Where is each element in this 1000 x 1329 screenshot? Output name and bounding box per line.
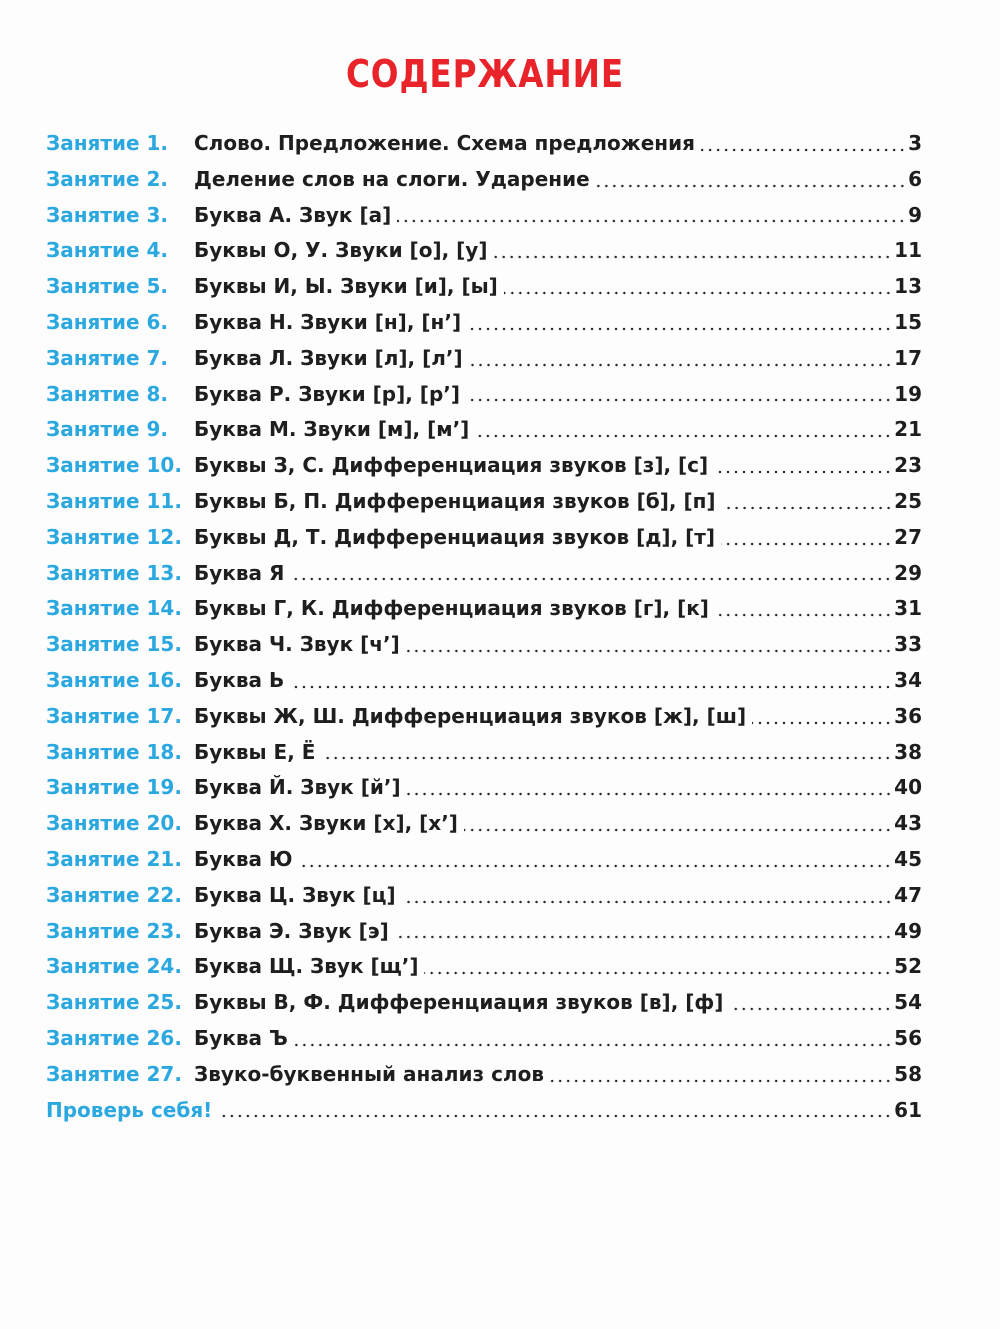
toc-entry-self-check[interactable] xyxy=(46,1093,922,1129)
toc-entry-line xyxy=(194,985,922,1021)
page-number: 23 xyxy=(894,453,922,478)
lesson-number: Занятие 24. xyxy=(46,949,184,985)
lesson-topic: Буквы З, С. Дифференциация звуков [з], [с] xyxy=(194,453,709,478)
toc-entry-line xyxy=(194,126,922,162)
dot-leader xyxy=(466,398,892,402)
lesson-topic: Буква Ъ xyxy=(194,1025,288,1050)
lesson-number: Занятие 7. xyxy=(46,341,170,377)
lesson-topic: Буква Щ. Звук [щ’] xyxy=(194,954,419,979)
dot-leader xyxy=(424,971,892,975)
toc-entry[interactable] xyxy=(46,377,922,413)
toc-entry[interactable] xyxy=(46,556,922,592)
lesson-topic: Буква Х. Звуки [х], [х’] xyxy=(194,811,458,836)
toc-entry[interactable] xyxy=(46,627,922,663)
toc-entry-line xyxy=(194,412,922,448)
lesson-number: Занятие 13. xyxy=(46,556,184,592)
lesson-number: Занятие 20. xyxy=(46,806,184,842)
lesson-topic: Буква Э. Звук [э] xyxy=(194,918,389,943)
page-number: 25 xyxy=(894,488,922,513)
page-number: 19 xyxy=(894,381,922,406)
toc-entry-line xyxy=(194,520,922,556)
lesson-number: Занятие 8. xyxy=(46,377,170,413)
toc-entry[interactable] xyxy=(46,591,922,627)
toc-entry[interactable] xyxy=(46,699,922,735)
page-number: 49 xyxy=(894,918,922,943)
toc-entry-line xyxy=(194,770,922,806)
dot-leader xyxy=(467,327,892,331)
toc-entry-line xyxy=(194,806,922,842)
page-number: 33 xyxy=(894,632,922,657)
lesson-number: Занятие 12. xyxy=(46,520,184,556)
dot-leader xyxy=(402,900,893,904)
toc-entry-line xyxy=(194,162,922,198)
toc-entry-line xyxy=(194,1021,922,1057)
lesson-number: Занятие 18. xyxy=(46,735,184,771)
toc-entry[interactable] xyxy=(46,663,922,699)
lesson-number: Занятие 15. xyxy=(46,627,184,663)
toc-entry[interactable] xyxy=(46,448,922,484)
toc-entry-line xyxy=(194,627,922,663)
dot-leader xyxy=(550,1079,892,1083)
lesson-number: Занятие 16. xyxy=(46,663,184,699)
dot-leader xyxy=(475,434,892,438)
table-of-contents xyxy=(46,126,922,1128)
toc-entry[interactable] xyxy=(46,770,922,806)
page-number: 36 xyxy=(894,703,922,728)
dot-leader xyxy=(721,542,892,546)
toc-entry-line xyxy=(194,448,922,484)
page-number: 13 xyxy=(894,274,922,299)
toc-entry-line xyxy=(194,377,922,413)
toc-entry[interactable] xyxy=(46,1057,922,1093)
toc-entry[interactable] xyxy=(46,198,922,234)
page-number: 61 xyxy=(894,1097,922,1122)
toc-entry[interactable] xyxy=(46,806,922,842)
toc-entry-line xyxy=(194,699,922,735)
toc-entry-line xyxy=(194,305,922,341)
lesson-number: Занятие 25. xyxy=(46,985,184,1021)
lesson-topic: Буквы В, Ф. Дифференциация звуков [в], [ф] xyxy=(194,990,724,1015)
lesson-topic: Буква Ц. Звук [ц] xyxy=(194,882,396,907)
lesson-topic: Буквы И, Ы. Звуки [и], [ы] xyxy=(194,274,498,299)
dot-leader xyxy=(407,792,893,796)
toc-entry[interactable] xyxy=(46,949,922,985)
lesson-topic: Буква М. Звуки [м], [м’] xyxy=(194,417,470,442)
lesson-topic: Буква Ч. Звук [ч’] xyxy=(194,632,400,657)
toc-entry[interactable] xyxy=(46,269,922,305)
page-number: 38 xyxy=(894,739,922,764)
dot-leader xyxy=(493,255,892,259)
dot-leader xyxy=(752,721,892,725)
toc-entry[interactable] xyxy=(46,878,922,914)
dot-leader xyxy=(701,148,906,152)
toc-entry-line xyxy=(194,233,922,269)
page-number: 56 xyxy=(894,1025,922,1050)
lesson-topic: Буква Я xyxy=(194,560,285,585)
dot-leader xyxy=(290,685,892,689)
lesson-topic: Буква Й. Звук [й’] xyxy=(194,775,401,800)
lesson-topic: Буквы Б, П. Дифференциация звуков [б], [п] xyxy=(194,488,716,513)
page-number: 40 xyxy=(894,775,922,800)
page-number: 15 xyxy=(894,309,922,334)
toc-entry[interactable] xyxy=(46,914,922,950)
lesson-number: Занятие 4. xyxy=(46,233,170,269)
lesson-number: Занятие 23. xyxy=(46,914,184,950)
toc-entry-line xyxy=(194,842,922,878)
page-number: 21 xyxy=(894,417,922,442)
toc-entry[interactable] xyxy=(46,1021,922,1057)
lesson-number: Занятие 6. xyxy=(46,305,170,341)
toc-entry-line xyxy=(194,735,922,771)
lesson-number: Занятие 22. xyxy=(46,878,184,914)
toc-entry[interactable] xyxy=(46,985,922,1021)
page-number: 43 xyxy=(894,811,922,836)
lesson-number: Занятие 1. xyxy=(46,126,170,162)
dot-leader xyxy=(469,363,893,367)
toc-entry[interactable] xyxy=(46,520,922,556)
lesson-topic: Буквы Ж, Ш. Дифференциация звуков [ж], [ш] xyxy=(194,703,747,728)
page-number: 54 xyxy=(894,990,922,1015)
page-number: 29 xyxy=(894,560,922,585)
dot-leader xyxy=(397,219,906,223)
dot-leader xyxy=(722,506,893,510)
toc-entry-line xyxy=(194,878,922,914)
page-number: 6 xyxy=(908,166,922,191)
dot-leader xyxy=(714,470,892,474)
dot-leader xyxy=(218,1114,892,1118)
toc-entry-line xyxy=(46,1093,922,1129)
lesson-number: Занятие 19. xyxy=(46,770,184,806)
lesson-number: Занятие 5. xyxy=(46,269,170,305)
toc-entry-line xyxy=(194,556,922,592)
toc-entry[interactable] xyxy=(46,341,922,377)
lesson-topic: Деление слов на слоги. Ударение xyxy=(194,166,590,191)
lesson-topic: Буква Р. Звуки [р], [р’] xyxy=(194,381,460,406)
page-number: 34 xyxy=(894,667,922,692)
lesson-number: Занятие 17. xyxy=(46,699,184,735)
dot-leader xyxy=(504,291,892,295)
toc-entry[interactable] xyxy=(46,842,922,878)
lesson-topic: Звуко-буквенный анализ слов xyxy=(194,1061,544,1086)
toc-entry-line xyxy=(194,269,922,305)
toc-entry-line xyxy=(194,949,922,985)
lesson-number: Занятие 11. xyxy=(46,484,184,520)
lesson-number: Занятие 27. xyxy=(46,1057,184,1093)
toc-entry[interactable] xyxy=(46,305,922,341)
dot-leader xyxy=(729,1007,892,1011)
page-title: СОДЕРЖАНИЕ xyxy=(345,52,625,96)
dot-leader xyxy=(395,935,892,939)
page-number: 27 xyxy=(894,524,922,549)
lesson-number: Занятие 3. xyxy=(46,198,170,234)
dot-leader xyxy=(290,577,892,581)
page-number: 9 xyxy=(908,202,922,227)
lesson-topic: Буква Н. Звуки [н], [н’] xyxy=(194,309,462,334)
toc-entry-line xyxy=(194,484,922,520)
page-number: 11 xyxy=(894,238,922,263)
dot-leader xyxy=(294,1043,892,1047)
page-number: 47 xyxy=(894,882,922,907)
lesson-topic: Буквы Г, К. Дифференциация звуков [г], [к] xyxy=(194,596,709,621)
page-number: 31 xyxy=(894,596,922,621)
page-number: 45 xyxy=(894,846,922,871)
lesson-topic: Буква А. Звук [а] xyxy=(194,202,392,227)
toc-entry[interactable] xyxy=(46,162,922,198)
dot-leader xyxy=(715,613,892,617)
toc-entry[interactable] xyxy=(46,484,922,520)
lesson-number: Занятие 9. xyxy=(46,412,170,448)
lesson-topic: Буквы Е, Ё xyxy=(194,739,316,764)
lesson-topic: Буква Ь xyxy=(194,667,285,692)
lesson-topic: Слово. Предложение. Схема предложения xyxy=(194,131,695,155)
lesson-topic: Буква Л. Звуки [л], [л’] xyxy=(194,345,463,370)
toc-entry-line xyxy=(194,591,922,627)
page-number: 17 xyxy=(894,345,922,370)
dot-leader xyxy=(406,649,892,653)
lesson-number: Занятие 21. xyxy=(46,842,184,878)
dot-leader xyxy=(298,864,892,868)
dot-leader xyxy=(464,828,892,832)
self-check-label: Проверь себя! xyxy=(46,1097,213,1122)
toc-entry-line xyxy=(194,198,922,234)
dot-leader xyxy=(596,184,906,188)
lesson-number: Занятие 14. xyxy=(46,591,184,627)
toc-entry[interactable] xyxy=(46,126,922,162)
toc-entry-line xyxy=(194,663,922,699)
toc-entry-line xyxy=(194,914,922,950)
page-number: 58 xyxy=(894,1061,922,1086)
toc-entry-line xyxy=(194,341,922,377)
lesson-topic: Буква Ю xyxy=(194,846,293,871)
toc-entry-line xyxy=(194,1057,922,1093)
page-number: 52 xyxy=(894,954,922,979)
lesson-topic: Буквы О, У. Звуки [о], [у] xyxy=(194,238,488,263)
lesson-number: Занятие 2. xyxy=(46,162,170,198)
page-number: 3 xyxy=(908,131,922,155)
lesson-topic: Буквы Д, Т. Дифференциация звуков [д], [т] xyxy=(194,524,716,549)
toc-entry[interactable] xyxy=(46,233,922,269)
lesson-number: Занятие 10. xyxy=(46,448,184,484)
toc-entry[interactable] xyxy=(46,735,922,771)
lesson-number: Занятие 26. xyxy=(46,1021,184,1057)
dot-leader xyxy=(321,756,892,760)
toc-entry[interactable] xyxy=(46,412,922,448)
